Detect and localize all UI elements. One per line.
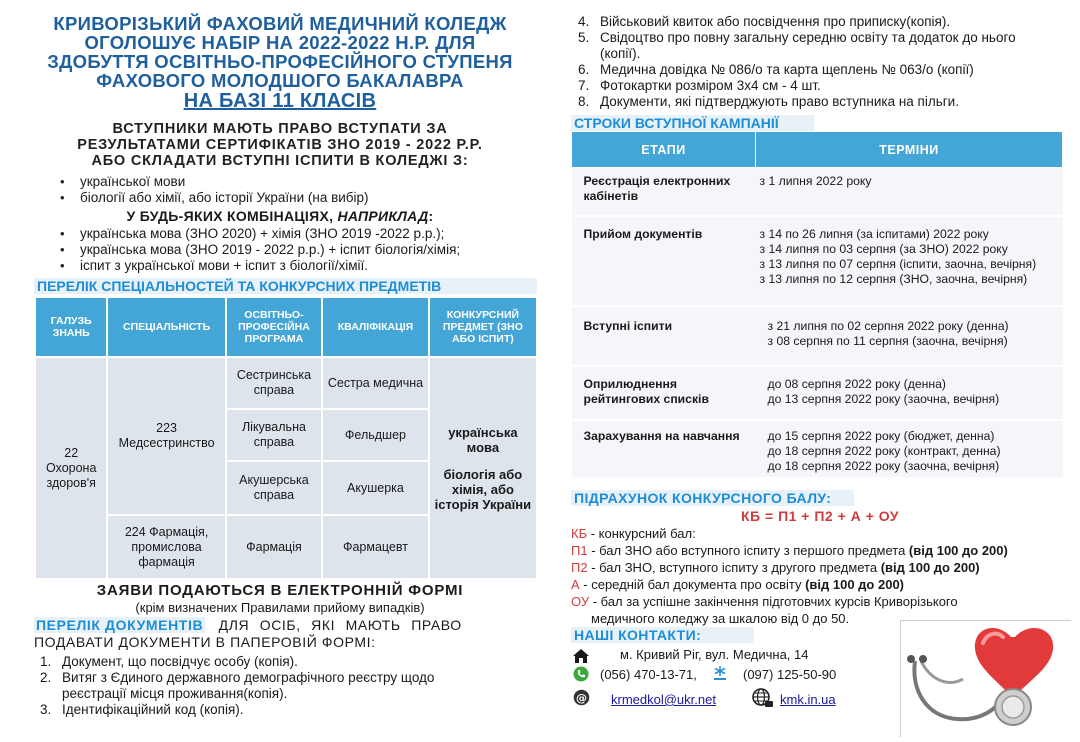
combo-heading: У БУДЬ-ЯКИХ КОМБІНАЦІЯХ, НАПРИКЛАД: [126,208,434,224]
list-item: 2. Витяг з Єдиного державного демографічного реєстру щодо реєстрації місця проживання(копія). [40,670,435,701]
table-header: ЕТАПИ [572,132,756,168]
campaign-table [571,131,1063,479]
documents-heading: ПЕРЕЛІК ДОКУМЕНТІВ ДЛЯ ОСІБ, ЯКІ МАЮТЬ ПРАВО ПОДАВАТИ ДОКУМЕНТИ В ПАПЕРОВІЙ ФОРМІ: [34,617,462,650]
kyivstar-icon [712,664,728,687]
list-item: КБ - конкурсний бал: [571,526,696,541]
qualification-cell: Сестра медична [322,357,429,409]
stethoscope-heart-icon [900,620,1071,737]
table-row: Прийом документів з 14 по 26 липня (за іспитами) 2022 року з 14 липня по 03 серпня (за ЗНО) 2022 року з 13 липня по 07 серпня (іспити, заочна, вечірня) з 13 липня по 12 серпня (ЗНО, заочна, вечірня) [572,216,1063,306]
list-item: ОУ - бал за успішне закінчення підготовчих курсів Криворізького [571,594,958,609]
table-row: Зарахування на навчання до 15 серпня 2022 року (бюджет, денна) до 18 серпня 2022 року (контракт, денна) до 18 серпня 2022 року (заочна, вечірня) [572,420,1063,478]
score-legend [571,525,1071,627]
email-icon [573,689,590,711]
table-row: Оприлюднення рейтингових списків до 08 серпня 2022 року (денна) до 13 серпня 2022 року (заочна, вечірня) [572,366,1063,420]
svg-text:@: @ [576,691,587,705]
main-title: КРИВОРІЗЬКИЙ ФАХОВИЙ МЕДИЧНИЙ КОЛЕДЖ ОГОЛОШУЄ НАБІР НА 2022-2022 Н.Р. ДЛЯ ЗДОБУТТЯ ОСВІТНЬО-ПРОФЕСІЙНОГО СТУПЕНЯ ФАХОВОГО МОЛОДШОГО БАКАЛАВРА НА БАЗІ 11 КЛАСІВ [20,14,540,112]
list-item: П2 - бал ЗНО, вступного іспиту з другого предмета (від 100 до 200) [571,560,980,575]
qualification-cell: Акушерка [322,461,429,515]
list-item: 4. Військовий квиток або посвідчення про приписку(копія). [578,14,951,29]
list-item: 3. Ідентифікаційний код (копія). [40,702,244,717]
contacts-heading: НАШІ КОНТАКТИ: [571,627,754,643]
program-cell: Сестринська справа [226,357,322,409]
list-item: • українська мова (ЗНО 2020) + хімія (ЗНО 2019 -2022 р.р.); [52,226,532,242]
phone-icon [573,666,589,687]
specialty-223: 223 Медсестринство [107,357,225,515]
list-item: • біології або хімії, або історії України (на вибір) [52,190,532,206]
list-item: П1 - бал ЗНО або вступного іспиту з першого предмета (від 100 до 200) [571,543,1008,558]
list-item: 7. Фотокартки розміром 3х4 см - 4 шт. [578,78,821,93]
score-formula: КБ = П1 + П2 + А + ОУ [741,508,899,524]
specialties-table [34,296,538,580]
email-link[interactable]: krmedkol@ukr.net [611,692,716,707]
base-label: НА БАЗІ 11 КЛАСІВ [183,90,377,112]
table-header: ГАЛУЗЬ ЗНАНЬ [35,297,107,357]
field-cell: 22 Охорона здоров'я [35,357,107,579]
list-item: медичного коледжу за шкалою від 0 до 50. [591,611,850,626]
list-item: • іспит з української мови + іспит з біології/хімії. [52,258,532,274]
specialties-heading: ПЕРЕЛІК СПЕЦІАЛЬНОСТЕЙ ТА КОНКУРСНИХ ПРЕДМЕТІВ [34,278,537,294]
web-icon [752,688,774,713]
phone-2: (097) 125-50-90 [743,667,837,682]
exam-subjects-list [52,174,532,206]
electronic-heading: ЗАЯВИ ПОДАЮТЬСЯ В ЕЛЕКТРОННІЙ ФОРМІ [96,582,464,599]
subjects-cell: українська мова біологія або хімія, або історія України [429,357,537,579]
campaign-heading: СТРОКИ ВСТУПНОЇ КАМПАНІЇ [571,115,814,131]
phone-1: (056) 470-13-71, [600,667,697,682]
list-item: 8. Документи, які підтверджують право вступника на пільги. [578,94,959,109]
site-link[interactable]: kmk.in.ua [780,692,836,707]
table-row: Вступні іспити з 21 липня по 02 серпня 2022 року (денна) з 08 серпня по 11 серпня (заочна, вечірня) [572,306,1063,366]
list-item: • української мови [52,174,532,190]
table-header: ОСВІТНЬО-ПРОФЕСІЙНА ПРОГРАМА [226,297,322,357]
rights-block: ВСТУПНИКИ МАЮТЬ ПРАВО ВСТУПАТИ ЗА РЕЗУЛЬТАТАМИ СЕРТИФІКАТІВ ЗНО 2019 - 2022 Р.Р. АБО СКЛАДАТИ ВСТУПНІ ІСПИТИ В КОЛЕДЖІ З: [77,121,483,169]
table-header: КВАЛІФІКАЦІЯ [322,297,429,357]
score-heading: ПІДРАХУНОК КОНКУРСНОГО БАЛУ: [571,490,854,506]
combo-list [52,226,532,274]
list-item: 5. Свідоцтво про повну загальну середню освіту та додаток до нього (копії). [578,30,1016,61]
table-header: ТЕРМІНИ [756,132,1063,168]
qualification-cell: Фармацевт [322,515,429,579]
list-item: 6. Медична довідка № 086/о та карта щеплень № 063/о (копії) [578,62,974,77]
table-header: КОНКУРСНИЙ ПРЕДМЕТ (ЗНО АБО ІСПИТ) [429,297,537,357]
program-cell: Акушерська справа [226,461,322,515]
electronic-sub: (крім визначених Правилами прийому випадків) [135,600,425,615]
list-item: 1. Документ, що посвідчує особу (копія). [40,654,298,669]
list-item: • українська мова (ЗНО 2019 - 2022 р.р.) + іспит біологія/хімія; [52,242,532,258]
table-header: СПЕЦІАЛЬНІСТЬ [107,297,225,357]
qualification-cell: Фельдшер [322,409,429,461]
list-item: А - середній бал документа про освіту (від 100 до 200) [571,577,904,592]
program-cell: Лікувальна справа [226,409,322,461]
table-row: Реєстрація електронних кабінетів з 1 липня 2022 року [572,168,1063,216]
address: м. Кривий Ріг, вул. Медична, 14 [620,647,809,662]
specialty-224: 224 Фармація, промислова фармація [107,515,225,579]
program-cell: Фармація [226,515,322,579]
documents-list-b [578,14,1068,110]
documents-list-a [40,654,540,718]
